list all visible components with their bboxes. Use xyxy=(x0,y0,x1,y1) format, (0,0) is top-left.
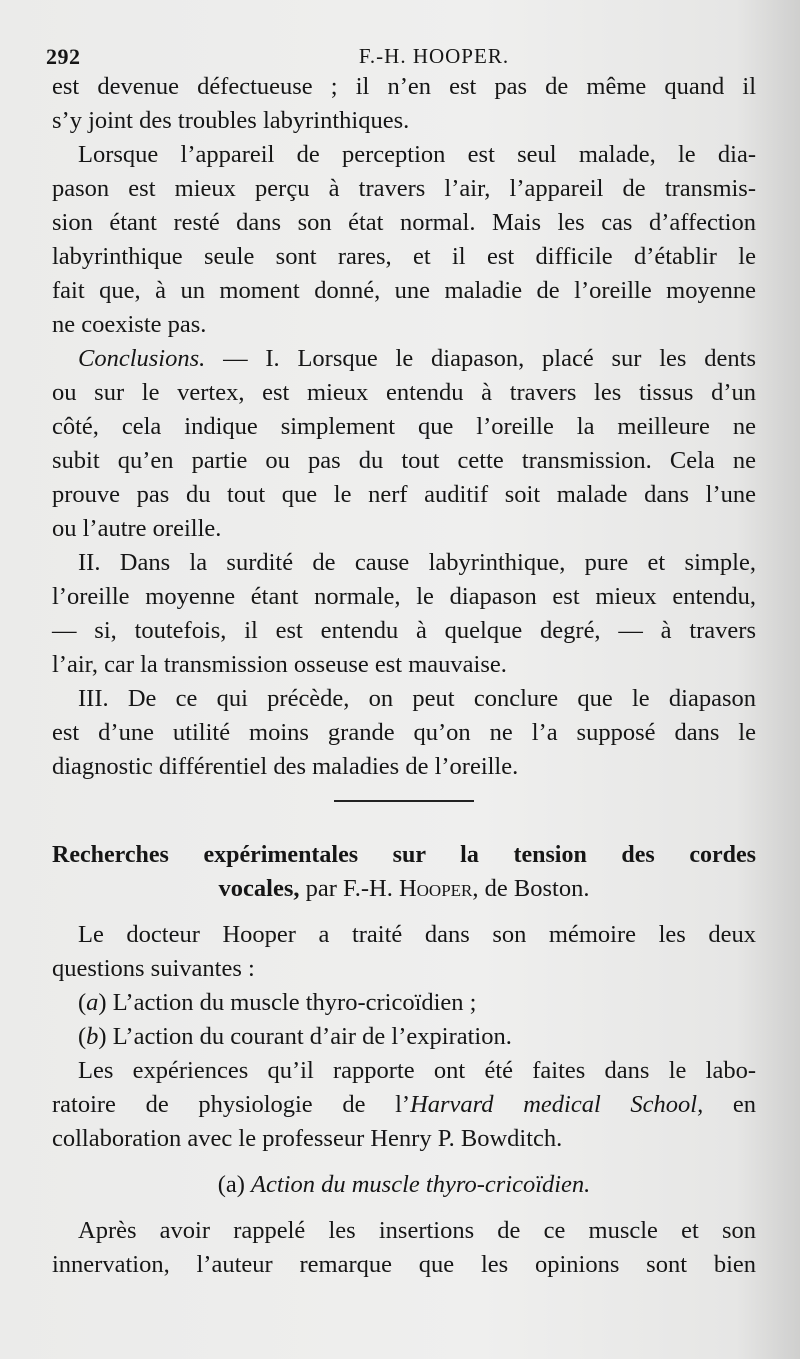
conclusions-line xyxy=(52,342,756,376)
text-line: Les expériences qu’il rapporte ont été faites dans le labo- xyxy=(78,1057,756,1084)
text-line: Après avoir rappelé les insertions de ce muscle et son xyxy=(78,1217,756,1244)
text-line: innervation, l’auteur remarque que les opinions sont bien xyxy=(52,1251,756,1278)
section-divider xyxy=(334,800,474,802)
text-line: ne coexiste pas. xyxy=(52,311,207,338)
subsection-heading: (a) Action du muscle thyro-cricoïdien. xyxy=(217,1171,591,1198)
conclusions-label: Conclusions. xyxy=(78,345,206,372)
byline-by: par F.-H. xyxy=(299,875,399,902)
question-b: (b) L’action du courant d’air de l’expiration. xyxy=(78,1023,512,1050)
question-b-letter: b xyxy=(86,1023,99,1050)
institution-name: Harvard medical School, xyxy=(410,1091,704,1118)
text-line: fait que, à un moment donné, une maladie de l’oreille moyenne xyxy=(52,277,756,304)
running-head: F.-H. HOOPER. xyxy=(358,44,510,68)
subsection-letter: a xyxy=(225,1171,237,1198)
author-name: Hooper xyxy=(398,875,473,902)
text-line: ou sur le vertex, est mieux entendu à travers les tissus d’un xyxy=(52,379,756,406)
text-line: labyrinthique seule sont rares, et il est difficile d’établir le xyxy=(52,243,756,270)
text-segment: en xyxy=(703,1091,756,1118)
text-line: subit qu’en partie ou pas du tout cette transmission. Cela ne xyxy=(52,447,756,474)
article-title: Recherches expérimentales sur la tension des cordes xyxy=(52,842,756,868)
text-line: Lorsque l’appareil de perception est seul malade, le dia- xyxy=(78,141,756,168)
subsection-title: Action du muscle thyro-cricoïdien. xyxy=(251,1171,591,1198)
text-line: est devenue défectueuse ; il n’en est pas de même quand il xyxy=(52,73,756,100)
text-line: côté, cela indique simplement que l’oreille la meilleure ne xyxy=(52,413,756,440)
text-line: Le docteur Hooper a traité dans son mémoire les deux xyxy=(78,921,756,948)
text-line: diagnostic différentiel des maladies de l’oreille. xyxy=(52,753,519,780)
text-line: collaboration avec le professeur Henry P. Bowditch. xyxy=(52,1125,563,1152)
byline-place: , de Boston. xyxy=(472,875,590,902)
text-line: questions suivantes : xyxy=(52,955,255,982)
text-line: l’air, car la transmission osseuse est mauvaise. xyxy=(52,651,507,678)
conclusions-text: — I. Lorsque le diapason, placé sur les dents xyxy=(205,345,756,372)
text-line: III. De ce qui précède, on peut conclure que le diapason xyxy=(78,685,756,712)
text-line: l’oreille moyenne étant normale, le diapason est mieux entendu, xyxy=(52,583,756,610)
question-a-letter: a xyxy=(86,989,99,1016)
text-line: prouve pas du tout que le nerf auditif soit malade dans l’une xyxy=(52,481,756,508)
text-line: est d’une utilité moins grande qu’on ne l’a supposé dans le xyxy=(52,719,756,746)
article-title-end: vocales, xyxy=(218,875,300,902)
text-line: s’y joint des troubles labyrinthiques. xyxy=(52,107,410,134)
text-segment: ratoire de physiologie de l’ xyxy=(52,1091,411,1118)
page-number: 292 xyxy=(46,44,81,69)
question-a-text: L’action du muscle thyro-cricoïdien ; xyxy=(106,989,477,1016)
article-byline xyxy=(52,872,756,906)
text-line xyxy=(52,1088,756,1122)
body-text xyxy=(52,70,756,1282)
text-line: sion étant resté dans son état normal. Mais les cas d’affection xyxy=(52,209,756,236)
question-b-text: L’action du courant d’air de l’expiration. xyxy=(106,1023,512,1050)
text-line: II. Dans la surdité de cause labyrinthique, pure et simple, xyxy=(78,549,756,576)
text-line: ou l’autre oreille. xyxy=(52,515,222,542)
text-line: pason est mieux perçu à travers l’air, l’appareil de transmis- xyxy=(52,175,756,202)
text-line: — si, toutefois, il est entendu à quelque degré, — à travers xyxy=(52,617,756,644)
question-a: (a) L’action du muscle thyro-cricoïdien ; xyxy=(78,989,477,1016)
